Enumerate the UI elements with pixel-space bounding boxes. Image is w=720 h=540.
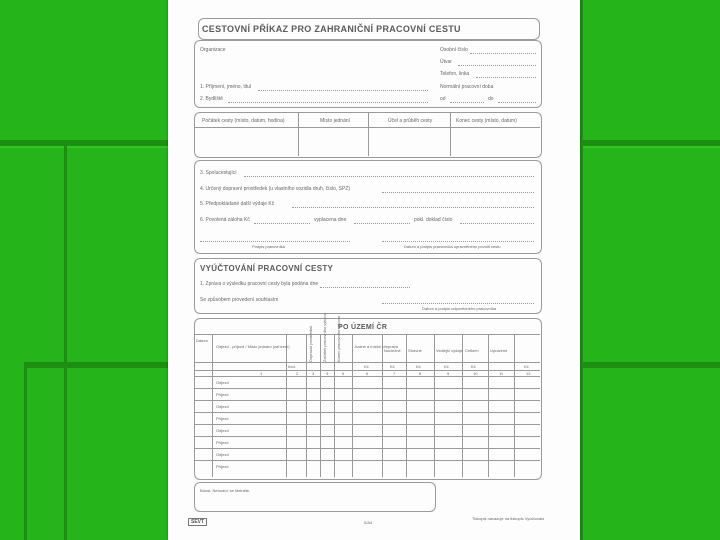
table-col-line [212,335,213,477]
table-col-line [320,335,321,477]
name-line [258,90,428,91]
phone-line [476,77,536,78]
col-index: 4 [326,371,329,376]
footer-publisher: SEVT [188,518,207,526]
expenses-label: 5. Předpokládané další výdaje Kč [200,201,275,207]
col-index: 10 [473,371,478,376]
travel-header: Konec cesty (místo, datum) [456,118,517,124]
dept-label: Útvar [440,59,452,65]
travel-col-line [450,113,451,156]
table-row-line [195,412,540,413]
col-header-adjusted: Upravené [490,348,508,353]
domestic-table-box [194,315,542,480]
table-row-label: Odjezd [216,404,229,409]
from-label: od [440,96,446,102]
companions-line [244,176,534,177]
table-row-label: Odjezd [216,452,229,457]
table-row-label: Příjezd [216,464,229,469]
table-col-line [334,335,335,477]
table-col-line [462,335,463,477]
name-label: 1. Příjmení, jméno, titul [200,84,252,90]
table-row-label: Příjezd [216,440,229,445]
col-header-total: Celkem [465,348,479,353]
col-header-date: Datum [196,338,208,343]
col-header-start: Začátek pracovního výkonu [322,313,327,362]
table-row-label: Odjezd [216,380,229,385]
report-line [320,287,410,288]
report-label: 1. Zpráva o výsledku pracovní cesty byla podána dne [200,281,319,287]
address-label: 2. Bydliště [200,96,224,102]
subheader-kc: Kč [524,364,529,369]
domestic-title: PO ÚZEMÍ ČR [338,324,388,331]
paid-label: vyplacena dne [314,217,347,223]
col-index: 7 [393,371,396,376]
notes-box [194,482,436,512]
travel-header: Účel a průběh cesty [388,118,433,124]
table-row-label: Příjezd [216,392,229,397]
subheader-hours: hod. [288,364,296,369]
transport-label: 4. Určený dopravní prostředek (u vlastního vozidla druh, číslo, SPZ) [200,186,351,192]
table-col-line [286,335,287,477]
organization-label: Organizace [200,47,226,53]
subheader-kc: Kč [390,364,395,369]
table-col-line [488,335,489,477]
bg-stripe [24,362,27,540]
paid-line [354,223,410,224]
travel-col-line [298,113,299,156]
advance-label: 6. Povolená záloha Kč [200,217,250,223]
footer-format: II/A4 [364,520,373,525]
subheader-kc: Kč [444,364,449,369]
travel-col-line [368,113,369,156]
col-header-end: Konec pracovního výkonu [336,315,341,362]
work-hours-label: Normální pracovní doba [440,84,494,90]
table-row-line [195,424,540,425]
col-index: 9 [447,371,450,376]
col-index: 6 [366,371,369,376]
col-header-fare: Jízdné a místní přeprava [354,344,399,349]
subheader-kc: Kč [416,364,421,369]
bg-stripe [64,146,67,540]
col-index: 1 [260,371,263,376]
receipt-label: pokl. doklad číslo [414,217,453,223]
phone-label: Telefon, linka [440,71,470,77]
to-line [498,102,536,103]
table-col-line [306,335,307,477]
travel-header: Místo jednání [320,118,351,124]
col-header-transport: Dopravní prostředek [308,325,313,362]
table-row-label: Příjezd [216,416,229,421]
col-index: 11 [499,371,504,376]
agree-label: Se způsobem provedení souhlasím [200,297,279,303]
table-row-line [195,400,540,401]
to-label: do [488,96,494,102]
notes-text: Bdost. Nehodící se škrtněte. [200,488,251,493]
form-paper [168,0,580,540]
col-index: 12 [526,371,531,376]
col-header-other: Vedlejší výdaje [436,348,463,353]
col-index: 2 [296,371,299,376]
table-col-line [382,335,383,477]
settlement-title: VYÚČTOVÁNÍ PRACOVNÍ CESTY [200,264,334,273]
dept-line [458,65,536,66]
travel-header: Počátek cesty (místo, datum, hodina) [202,118,285,124]
table-row-line [195,388,540,389]
sig-left-line [200,241,350,242]
settlement-sig-line [382,303,534,304]
companions-label: 3. Spolucestující [200,170,237,176]
subheader-kc: Kč [471,364,476,369]
col-index: 8 [419,371,422,376]
sig-left-label: Podpis pracovníka [252,244,285,249]
sig-right-label: Datum a podpis pracovníka oprávněného povolit cestu [404,244,501,249]
table-row-label: Odjezd [216,428,229,433]
col-index: 5 [342,371,345,376]
settlement-sig-label: Datum a podpis odpovědného pracovníka [422,306,497,311]
table-col-line [352,335,353,477]
col-header-route: Odjezd - příjezd / Místo jednání (zařízení) [216,344,290,349]
table-col-line [434,335,435,477]
table-col-line [406,335,407,477]
form-title: CESTOVNÍ PŘÍKAZ PRO ZAHRANIČNÍ PRACOVNÍ CESTU [202,24,461,34]
col-index: 3 [312,371,315,376]
sig-right-line [382,241,534,242]
subheader-kc: Kč [364,364,369,369]
id-line [470,53,536,54]
table-col-line [514,335,515,477]
table-row-line [195,448,540,449]
address-line [228,102,428,103]
table-row-line [195,436,540,437]
id-label: Osobní číslo [440,47,468,53]
transport-line [382,192,534,193]
table-row-line [195,460,540,461]
receipt-line [460,223,534,224]
footer-right: Tiskopis navazuje na tiskopis Vyúčtování [472,516,545,521]
col-header-meals: Stravné [408,348,422,353]
col-header-lodging: Nocležné [384,348,401,353]
bg-stripe [580,0,583,540]
from-line [450,102,484,103]
expenses-line [292,207,534,208]
advance-line [254,223,310,224]
